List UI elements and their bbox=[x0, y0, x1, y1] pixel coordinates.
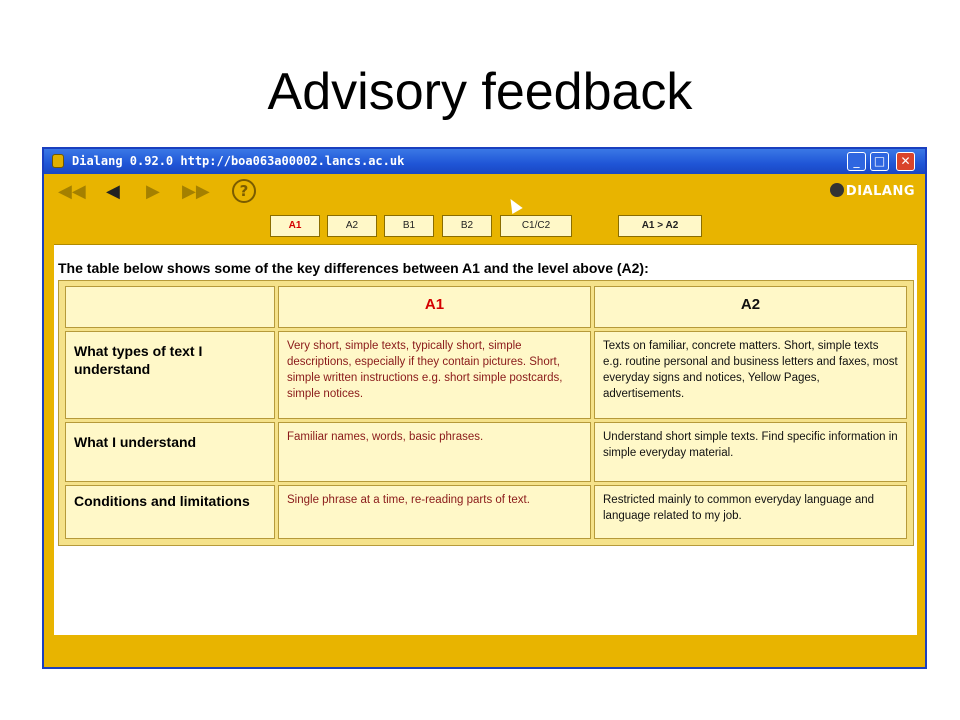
tab-a1-to-a2[interactable]: A1 > A2 bbox=[618, 215, 702, 237]
help-icon[interactable]: ? bbox=[232, 179, 256, 203]
window-titlebar[interactable] bbox=[44, 149, 925, 174]
dialang-window bbox=[42, 147, 927, 669]
fast-forward-icon[interactable]: ▶▶ bbox=[182, 181, 210, 202]
row-label: What types of text I understand bbox=[65, 331, 275, 419]
slide-title: Advisory feedback bbox=[267, 63, 693, 121]
toolbar bbox=[44, 174, 925, 210]
window-title: Dialang 0.92.0 http://boa063a00002.lancs.ac.uk bbox=[72, 154, 405, 168]
dialang-logo-icon bbox=[830, 183, 844, 197]
forward-icon[interactable]: ▶ bbox=[146, 181, 160, 202]
rewind-icon[interactable]: ◀◀ bbox=[58, 181, 86, 202]
header-a1: A1 bbox=[278, 286, 591, 328]
tab-c1-c2[interactable]: C1/C2 bbox=[500, 215, 572, 237]
comparison-table bbox=[58, 280, 914, 546]
brand-text: DIALANG bbox=[845, 184, 915, 199]
tab-b2[interactable]: B2 bbox=[442, 215, 492, 237]
a2-cell: Understand short simple texts. Find specific information in simple everyday material. bbox=[594, 422, 907, 482]
app-icon bbox=[52, 154, 64, 168]
row-label: What I understand bbox=[65, 422, 275, 482]
minimize-button[interactable]: _ bbox=[847, 152, 866, 171]
a2-cell: Texts on familiar, concrete matters. Short, simple texts e.g. routine personal and business letters and faxes, most everyday signs and notices, Yellow Pages, advertisements. bbox=[594, 331, 907, 419]
content-panel bbox=[54, 210, 917, 635]
status-bar bbox=[44, 635, 925, 667]
a2-cell: Restricted mainly to common everyday language and language related to my job. bbox=[594, 485, 907, 539]
close-button[interactable]: ✕ bbox=[896, 152, 915, 171]
tab-a2[interactable]: A2 bbox=[327, 215, 377, 237]
a1-cell: Very short, simple texts, typically short, simple descriptions, especially if they contain pictures. Short, simple written instructions e.g. short simple postcards, simple notices. bbox=[278, 331, 591, 419]
a1-cell: Familiar names, words, basic phrases. bbox=[278, 422, 591, 482]
tab-a1[interactable]: A1 bbox=[270, 215, 320, 237]
tab-b1[interactable]: B1 bbox=[384, 215, 434, 237]
a1-cell: Single phrase at a time, re-reading parts of text. bbox=[278, 485, 591, 539]
maximize-button[interactable]: □ bbox=[870, 152, 889, 171]
row-label: Conditions and limitations bbox=[65, 485, 275, 539]
level-tabstrip bbox=[54, 210, 917, 245]
dialang-logo bbox=[830, 183, 915, 199]
header-empty bbox=[65, 286, 275, 328]
back-icon[interactable]: ◀ bbox=[106, 181, 120, 202]
intro-text: The table below shows some of the key differences between A1 and the level above (A2): bbox=[58, 260, 649, 276]
header-a2: A2 bbox=[594, 286, 907, 328]
